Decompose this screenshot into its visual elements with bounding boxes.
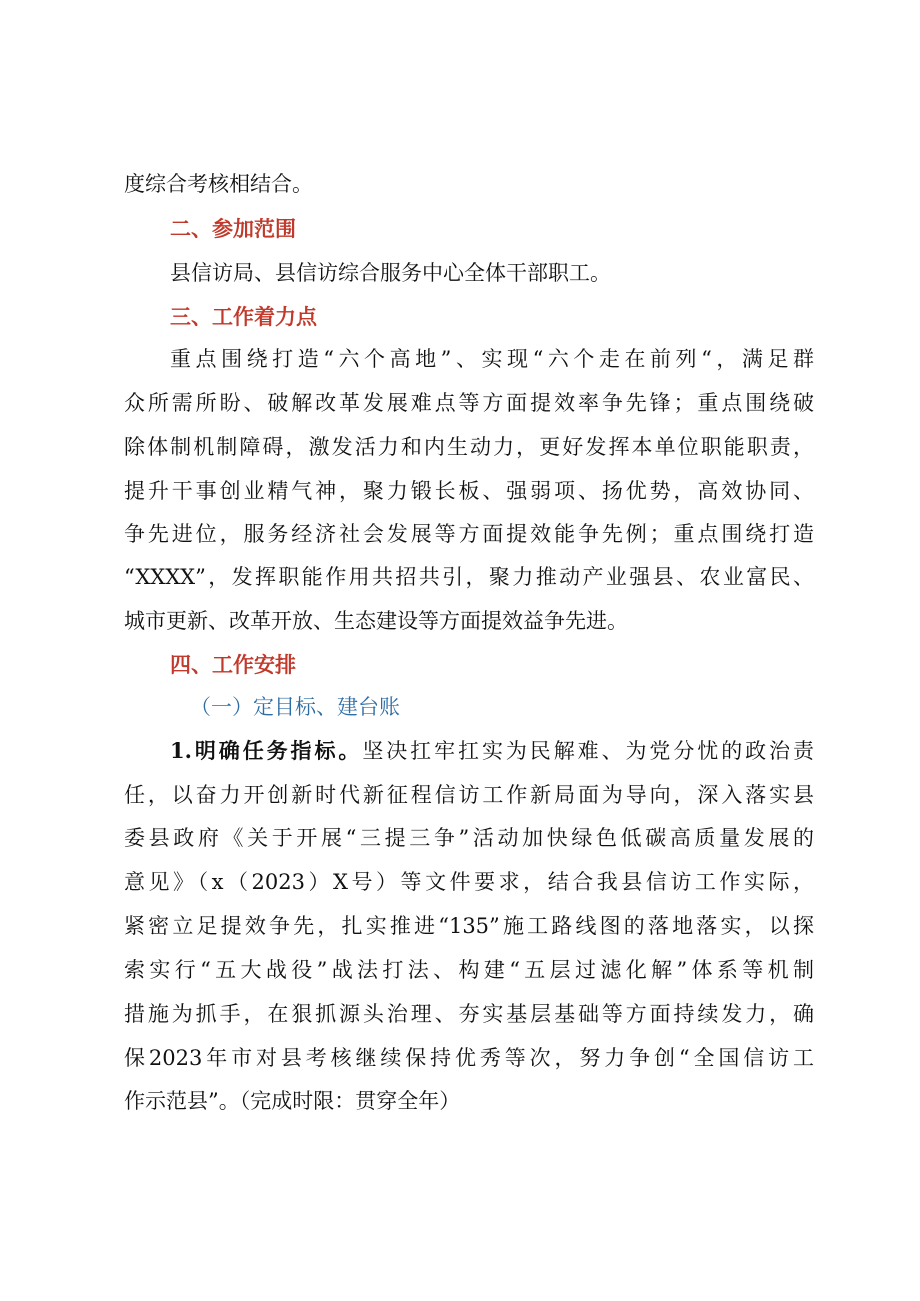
paragraph-line: 城市更新、改革开放、生态建设等方面提效益争先进。: [124, 609, 628, 633]
section-heading-focus: 三、工作着力点: [170, 304, 317, 329]
paragraph-line: 意见》（x（2023）X号）等文件要求，结合我县信访工作实际，: [124, 870, 814, 894]
paragraph-line: 委县政府《关于开展“三提三争”活动加快绿色低碳高质量发展的: [124, 826, 814, 850]
paragraph-line: “XXXX”，发挥职能作用共招共引，聚力推动产业强县、农业富民、: [124, 565, 814, 589]
item-lead: 1.明确任务指标。: [170, 738, 363, 763]
paragraph-line: 重点围绕打造“六个高地”、实现“六个走在前列“，满足群: [170, 347, 814, 371]
paragraph-line: 措施为抓手，在狠抓源头治理、夯实基层基础等方面持续发力，确: [124, 1002, 814, 1026]
paragraph-line: 度综合考核相结合。: [124, 172, 313, 196]
paragraph-line: 县信访局、县信访综合服务中心全体干部职工。: [170, 261, 611, 285]
paragraph-line: 紧密立足提效争先，扎实推进“135”施工路线图的落地落实，以探: [124, 914, 814, 938]
item-text: 坚决扛牢扛实为民解难、为党分忧的政治责: [362, 739, 814, 763]
paragraph-line: 争先进位，服务经济社会发展等方面提效能争先例；重点围绕打造: [124, 522, 814, 546]
paragraph-line: 保2023年市对县考核继续保持优秀等次，努力争创“全国信访工: [124, 1046, 814, 1070]
paragraph-line: 作示范县”。（完成时限：贯穿全年）: [124, 1089, 461, 1113]
section-heading-scope: 二、参加范围: [170, 216, 296, 241]
paragraph-line: 众所需所盼、破解改革发展难点等方面提效率争先锋；重点围绕破: [124, 391, 814, 415]
paragraph-line: [170, 736, 814, 766]
paragraph-line: 任，以奋力开创新时代新征程信访工作新局面为导向，深入落实县: [124, 783, 814, 807]
paragraph-line: 提升干事创业精气神，聚力锻长板、强弱项、扬优势，高效协同、: [124, 479, 814, 503]
paragraph-line: 除体制机制障碍，激发活力和内生动力，更好发挥本单位职能职责，: [124, 435, 814, 459]
section-heading-arrangement: 四、工作安排: [170, 652, 296, 677]
paragraph-line: 索实行“五大战役”战法打法、构建“五层过滤化解”体系等机制: [124, 958, 814, 982]
subsection-heading: （一）定目标、建台账: [190, 695, 400, 719]
